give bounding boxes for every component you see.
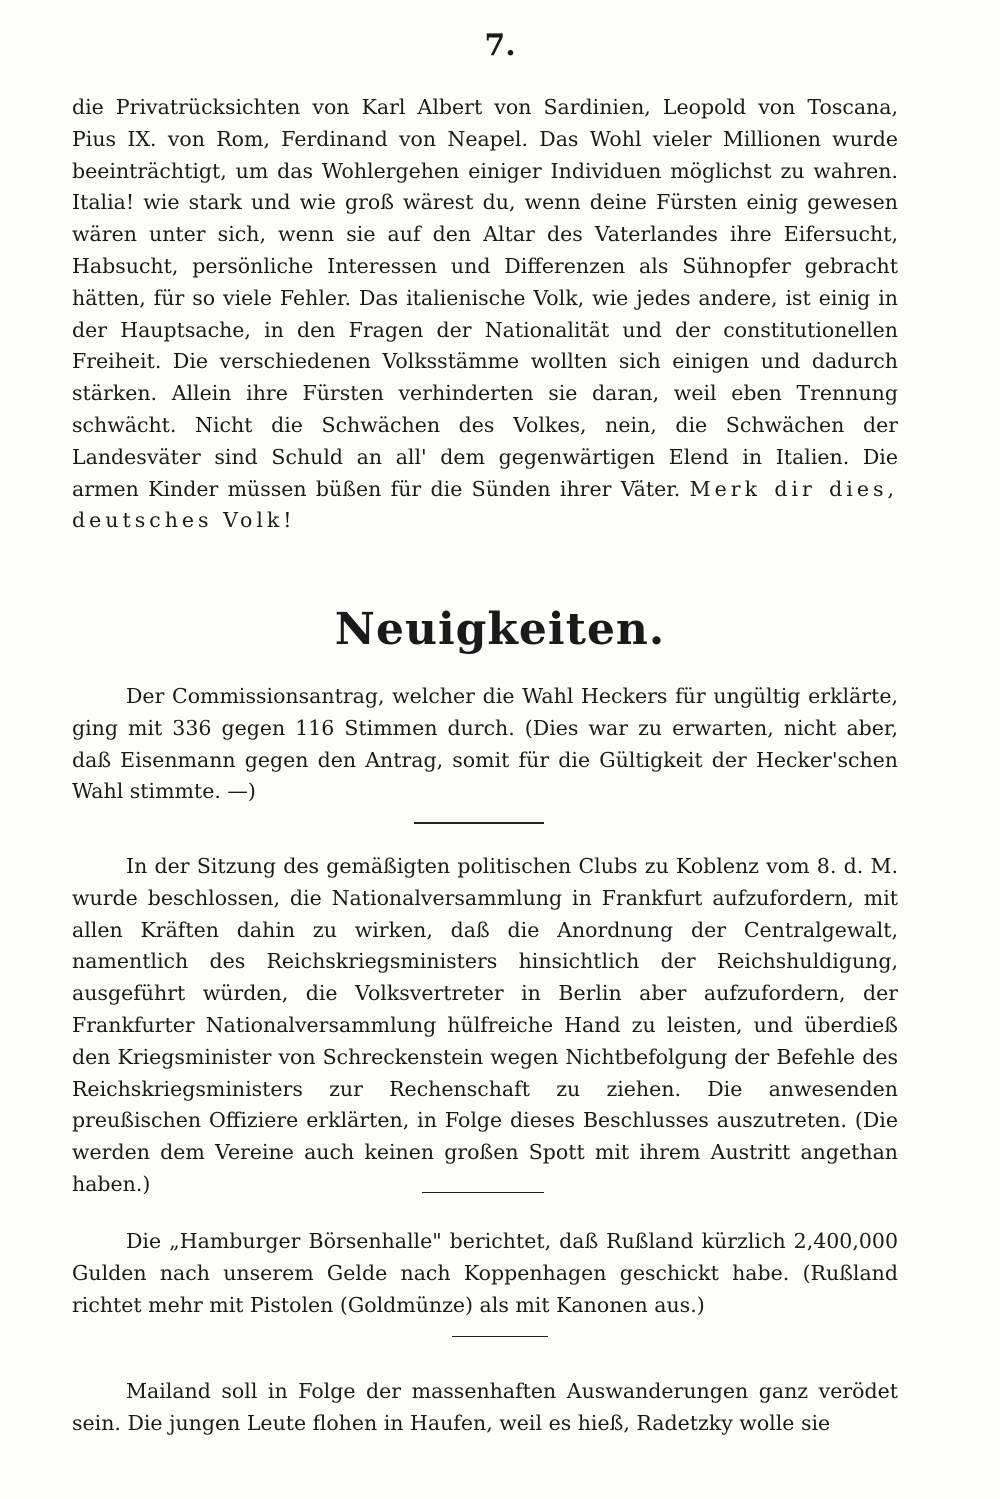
paragraph-koblenz: In der Sitzung des gemäßigten politischen Clubs zu Koblenz vom 8. d. M. wurde beschlossen, die Nationalversammlung in Frankfurt aufzufordern, mit allen Kräften dahin zu wirken, daß die Anordnung der Centralgewalt, namentlich des Reichskriegsministers hinsichtlich der Reichshuldigung, ausgeführt würden, die Volksvertreter in Berlin aber aufzufordern, der Frankfurter Nationalversammlung hülfreiche Hand zu leisten, und überdieß den Kriegsminister von Schreckenstein wegen Nichtbefolgung der Befehle des Reichskriegsministers zur Rechenschaft zu ziehen. Die anwesenden preußischen Offiziere erklärten, in Folge dieses Beschlusses auszutreten. (Die werden dem Vereine auch keinen großen Spott mit ihrem Austritt angethan haben.): [72, 854, 898, 1196]
paragraph-hecker: Der Commissionsantrag, welcher die Wahl Heckers für ungültig erklärte, ging mit 336 gegen 116 Stimmen durch. (Dies war zu erwarten, nicht aber, daß Eisenmann gegen den Antrag, somit für die Gültigkeit der Hecker'schen Wahl stimmte. —): [72, 684, 898, 804]
paragraph-italia-body: die Privatrücksichten von Karl Albert von Sardinien, Leopold von Toscana, Pius IX. von Rom, Ferdinand von Neapel. Das Wohl vieler Millionen wurde beeinträchtigt, um das Wohlergehen einiger Individuen möglichst zu wahren. Italia! wie stark und wie groß wärest du, wenn deine Fürsten einig gewesen wären unter sich, wenn sie auf den Altar des Vaterlandes ihre Eifersucht, Habsucht, persönliche Interessen und Differenzen als Sühnopfer gebracht hätten, für so viele Fehler. Das italienische Volk, wie jedes andere, ist einig in der Hauptsache, in den Fragen der Nationalität und der constitutionellen Freiheit. Die verschiedenen Volksstämme wollten sich einigen und dadurch stärken. Allein ihre Fürsten verhinderten sie daran, weil eben Trennung schwächt. Nicht die Schwächen des Volkes, nein, die Schwächen der Landesväter sind Schuld an all' dem gegenwärtigen Elend in Italien. Die armen Kinder müssen büßen für die Sünden ihrer Väter.: [72, 95, 898, 501]
separator-rule: [452, 1336, 548, 1337]
paragraph-italia: [72, 92, 898, 537]
paragraph-italia-closing: Merk dir dies, deutsches Volk!: [72, 476, 899, 533]
page-number: 7.: [484, 28, 516, 63]
paragraph-boersenhalle: Die „Hamburger Börsenhalle" berichtet, daß Rußland kürzlich 2,400,000 Gulden nach unserem Gelde nach Koppenhagen geschickt habe. (Rußland richtet mehr mit Pistolen (Goldmünze) als mit Kanonen aus.): [72, 1229, 898, 1317]
separator-rule: [414, 822, 544, 824]
paragraph-mailand: Mailand soll in Folge der massenhaften Auswanderungen ganz verödet sein. Die jungen Leute flohen in Haufen, weil es hieß, Radetzky wolle sie: [72, 1379, 898, 1435]
section-heading: Neuigkeiten.: [334, 604, 666, 655]
separator-rule: [422, 1192, 544, 1193]
